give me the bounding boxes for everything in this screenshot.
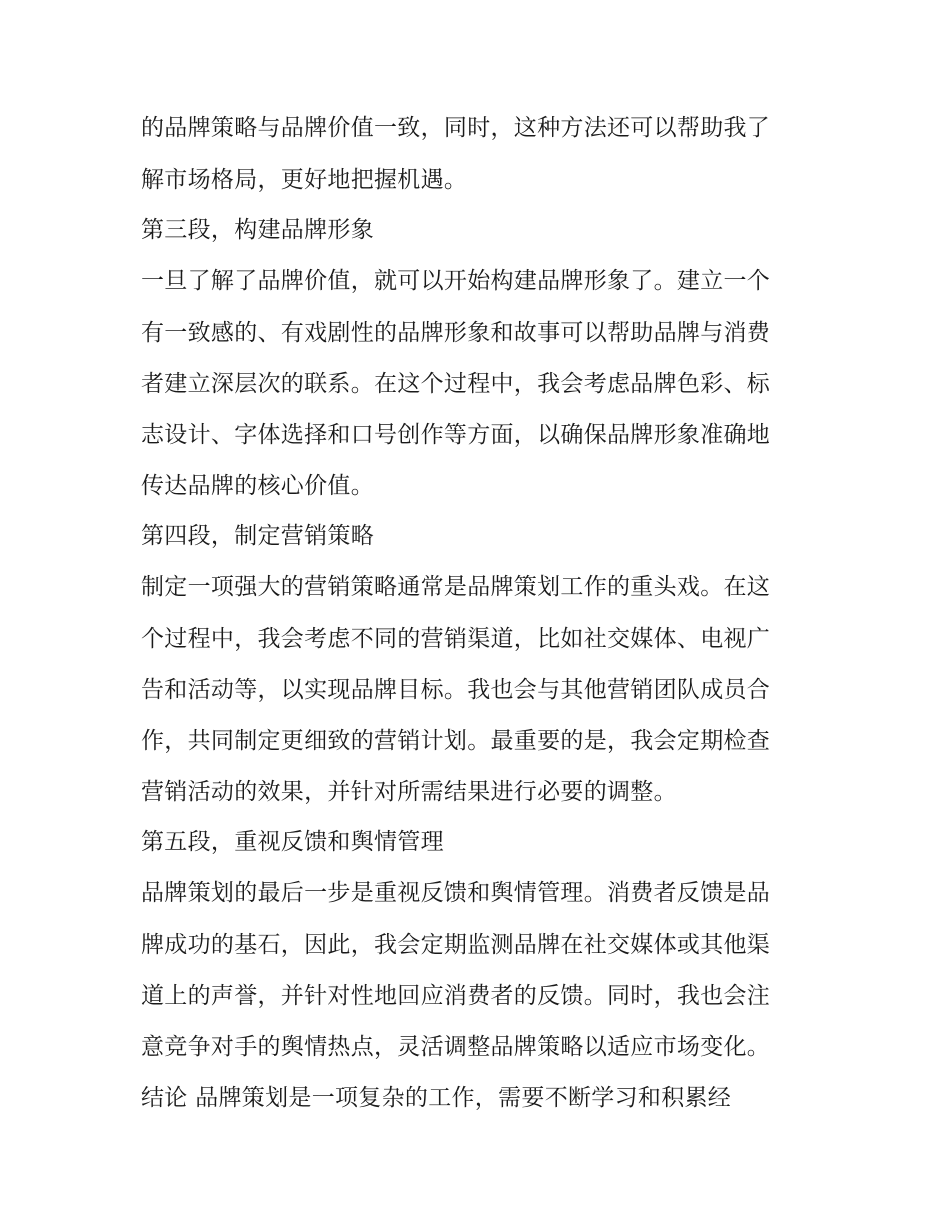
text-line: 制定一项强大的营销策略通常是品牌策划工作的重头戏。在这 [141,574,771,600]
text-line: 志设计、字体选择和口号创作等方面，以确保品牌形象准确地 [141,422,771,448]
section-heading: 第四段，制定营销策略 [141,523,374,549]
section-heading: 第五段，重视反馈和舆情管理 [141,829,444,855]
text-line: 一旦了解了品牌价值，就可以开始构建品牌形象了。建立一个 [141,268,771,294]
text-line: 道上的声誉，并针对性地回应消费者的反馈。同时，我也会注 [141,983,771,1009]
text-line: 个过程中，我会考虑不同的营销渠道，比如社交媒体、电视广 [141,626,771,652]
text-line: 者建立深层次的联系。在这个过程中，我会考虑品牌色彩、标 [141,371,771,397]
text-line: 品牌策划的最后一步是重视反馈和舆情管理。消费者反馈是品 [141,880,771,906]
text-line: 意竞争对手的舆情热点，灵活调整品牌策略以适应市场变化。 [141,1034,771,1060]
text-line: 营销活动的效果，并针对所需结果进行必要的调整。 [141,779,677,805]
text-line: 作，共同制定更细致的营销计划。最重要的是，我会定期检查 [141,728,771,754]
text-line: 的品牌策略与品牌价值一致，同时，这种方法还可以帮助我了 [141,115,771,141]
text-line: 传达品牌的核心价值。 [141,473,374,499]
section-heading: 第三段，构建品牌形象 [141,217,374,243]
conclusion-line: 结论 品牌策划是一项复杂的工作，需要不断学习和积累经 [141,1085,732,1111]
text-line: 牌成功的基石，因此，我会定期监测品牌在社交媒体或其他渠 [141,932,771,958]
text-line: 有一致感的、有戏剧性的品牌形象和故事可以帮助品牌与消费 [141,320,771,346]
text-line: 告和活动等，以实现品牌目标。我也会与其他营销团队成员合 [141,677,771,703]
text-line: 解市场格局，更好地把握机遇。 [141,167,468,193]
